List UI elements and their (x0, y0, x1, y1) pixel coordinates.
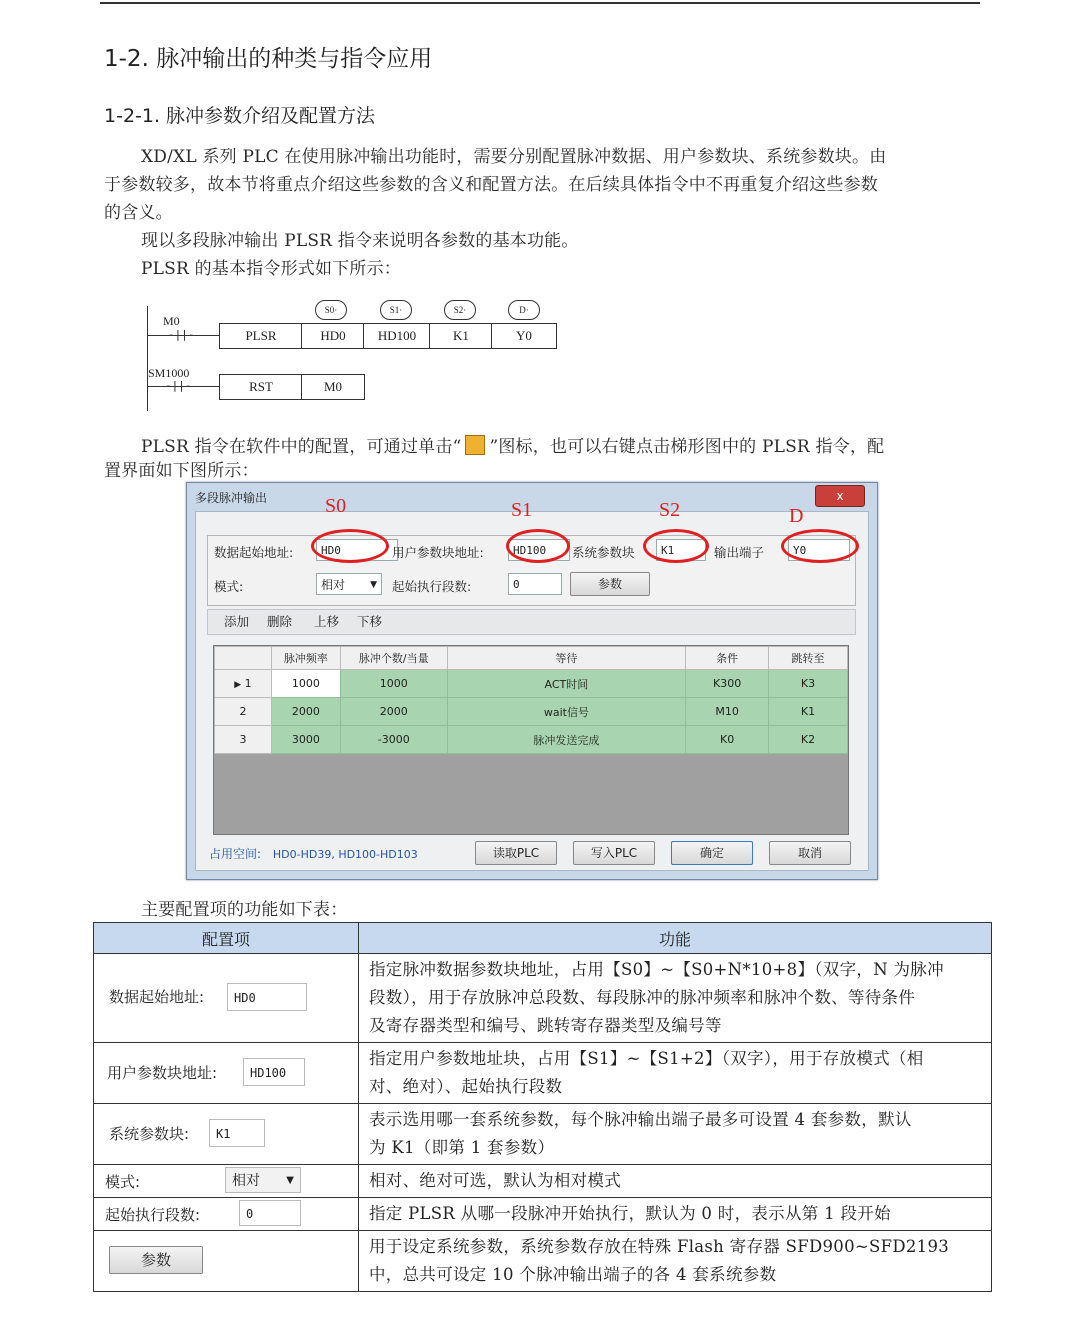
config-cell (94, 1104, 359, 1165)
start-seg-label: 起始执行段数: (392, 579, 472, 594)
function-cell (359, 1043, 992, 1104)
sys-block-label: 系统参数块 (572, 545, 635, 560)
grid-header: 跳转至 (769, 647, 848, 670)
cell-wait[interactable]: ACT时间 (447, 670, 686, 698)
chevron-down-icon: ▼ (370, 580, 377, 590)
subsection-title: 1-2-1. 脉冲参数介绍及配置方法 (104, 105, 376, 127)
cell-jump[interactable]: K1 (769, 698, 848, 726)
table-row (94, 1165, 992, 1198)
close-button[interactable]: x (815, 485, 865, 507)
cell-count[interactable]: -3000 (340, 726, 447, 754)
function-cell (359, 1198, 992, 1231)
grid-header: 等待 (447, 647, 686, 670)
grid-header: 条件 (686, 647, 769, 670)
cell-jump[interactable]: K2 (769, 726, 848, 754)
contact-label-sm1000: SM1000 (148, 366, 190, 380)
table-row (94, 954, 992, 1043)
para3: PLSR 的基本指令形式如下所示： (141, 259, 401, 279)
user-block-input[interactable]: HD100 (508, 539, 570, 561)
para4-text-a: PLSR 指令在软件中的配置，可通过单击“ (141, 437, 462, 457)
table-row (94, 1043, 992, 1104)
grid-header (215, 647, 272, 670)
annotation-s1: S1 (511, 499, 533, 521)
config-cell (94, 1198, 359, 1231)
grid-row[interactable] (215, 698, 848, 726)
cfg-label: 起始执行段数: (105, 1206, 201, 1224)
function-cell (359, 954, 992, 1043)
tag-d: D· (508, 300, 540, 320)
cell-cond[interactable]: K300 (686, 670, 769, 698)
header-function: 功能 (359, 923, 992, 954)
config-cell (94, 1231, 359, 1292)
table-row (94, 1198, 992, 1231)
rung1-wire (147, 335, 219, 336)
cfg-input: HD0 (227, 983, 307, 1011)
top-rule (100, 2, 980, 4)
header-config-item: 配置项 (94, 923, 359, 954)
annotation-circle-s2 (643, 529, 709, 563)
row-index: 3 (239, 733, 247, 746)
chevron-down-icon: ▼ (286, 1175, 294, 1186)
cell-count[interactable]: 2000 (340, 698, 447, 726)
cell-freq[interactable]: 1000 (271, 670, 340, 698)
operand-m0: M0 (301, 374, 365, 400)
func-line: 表示选用哪一套系统参数，每个脉冲输出端子最多可设置 4 套参数，默认 (369, 1110, 912, 1129)
ladder-left-rail (147, 306, 148, 411)
func-line: 相对、绝对可选，默认为相对模式 (369, 1171, 621, 1190)
table-row (94, 1104, 992, 1165)
toolbar-delete[interactable]: 删除 (267, 614, 293, 629)
tag-s0: S0· (315, 300, 347, 320)
cfg-select-value: 相对 (232, 1173, 260, 1189)
annotation-d: D (789, 505, 804, 527)
segment-toolbar (207, 609, 856, 635)
grid-header-row (215, 647, 848, 670)
config-cell (94, 954, 359, 1043)
table-row (94, 1231, 992, 1292)
cfg-input: HD100 (243, 1058, 305, 1086)
mode-select[interactable] (316, 573, 382, 595)
contact-label-m0: M0 (163, 314, 180, 328)
table-intro: 主要配置项的功能如下表： (141, 900, 348, 920)
mode-select-value: 相对 (321, 578, 346, 592)
cell-jump[interactable]: K3 (769, 670, 848, 698)
para1-line2: 于参数较多，故本节将重点介绍这些参数的含义和配置方法。在后续具体指令中不再重复介绍这些参数 (104, 175, 878, 195)
function-cell (359, 1165, 992, 1198)
annotation-circle-s1 (506, 529, 570, 563)
row-index: 1 (244, 677, 252, 690)
cell-wait[interactable]: 脉冲发送完成 (447, 726, 686, 754)
sys-block-input[interactable]: K1 (656, 539, 706, 561)
grid-header: 脉冲个数/当量 (340, 647, 447, 670)
tag-s1: S1· (380, 300, 412, 320)
toolbar-add[interactable]: 添加 (224, 614, 250, 629)
annotation-circle-s0 (311, 529, 389, 563)
para1-line3: 的含义。 (104, 203, 173, 223)
data-addr-input[interactable]: HD0 (316, 539, 398, 561)
cfg-select (225, 1167, 301, 1193)
toolbar-move-down[interactable]: 下移 (357, 614, 383, 629)
func-line: 用于设定系统参数，系统参数存放在特殊 Flash 寄存器 SFD900~SFD2193 (369, 1237, 950, 1256)
cfg-label: 模式: (105, 1173, 141, 1191)
plsr-config-icon[interactable] (465, 435, 485, 455)
grid-row[interactable] (215, 670, 848, 698)
ok-button[interactable]: 确定 (671, 841, 753, 865)
cell-cond[interactable]: K0 (686, 726, 769, 754)
para4-text-b: ”图标，也可以右键点击梯形图中的 PLSR 指令，配 (489, 437, 885, 457)
contact-symbol-2: -||- (165, 379, 192, 392)
data-addr-label: 数据起始地址: (214, 545, 294, 560)
config-table (93, 922, 992, 1292)
func-line: 指定脉冲数据参数块地址，占用【S0】~【S0+N*10+8】（双字，N 为脉冲 (369, 960, 944, 979)
cell-freq[interactable]: 3000 (271, 726, 340, 754)
config-cell (94, 1043, 359, 1104)
cfg-input: 0 (239, 1200, 301, 1226)
para4-line2: 置界面如下图所示： (104, 461, 259, 481)
operand-hd0: HD0 (301, 323, 365, 349)
instr-plsr: PLSR (219, 323, 303, 349)
cancel-button[interactable]: 取消 (769, 841, 851, 865)
row-header[interactable] (215, 698, 272, 726)
cfg-input: K1 (209, 1119, 265, 1147)
rung2-wire (147, 386, 219, 387)
section-title: 1-2. 脉冲输出的种类与指令应用 (104, 46, 433, 72)
cell-wait[interactable]: wait信号 (447, 698, 686, 726)
status-bar (209, 845, 418, 862)
func-line: 及寄存器类型和编号、跳转寄存器类型及编号等 (369, 1016, 722, 1035)
write-plc-button[interactable]: 写入PLC (573, 841, 655, 865)
grid-row[interactable] (215, 726, 848, 754)
func-line: 段数），用于存放脉冲总段数、每段脉冲的脉冲频率和脉冲个数、等待条件 (369, 988, 916, 1007)
operand-k1: K1 (429, 323, 493, 349)
output-input[interactable]: Y0 (788, 539, 850, 561)
func-line: 对、绝对）、起始执行段数 (369, 1077, 563, 1096)
func-line: 指定 PLSR 从哪一段脉冲开始执行，默认为 0 时，表示从第 1 段开始 (369, 1204, 891, 1223)
status-value: HD0-HD39, HD100-HD103 (272, 848, 418, 861)
segment-grid (213, 645, 849, 835)
config-cell (94, 1165, 359, 1198)
cfg-label: 用户参数块地址: (107, 1064, 218, 1082)
operand-y0: Y0 (491, 323, 557, 349)
annotation-s0: S0 (325, 495, 347, 517)
grid-header: 脉冲频率 (271, 647, 340, 670)
toolbar-move-up[interactable]: 上移 (314, 614, 340, 629)
segment-table (214, 646, 848, 754)
param-button[interactable]: 参数 (570, 572, 650, 596)
cfg-param-button: 参数 (109, 1246, 203, 1274)
cell-count[interactable]: 1000 (340, 670, 447, 698)
plsr-dialog (186, 482, 878, 880)
start-seg-input[interactable]: 0 (508, 573, 562, 595)
instr-rst: RST (219, 374, 303, 400)
annotation-circle-d (781, 529, 859, 563)
dialog-title: 多段脉冲输出 (195, 491, 268, 505)
output-label: 输出端子 (714, 545, 765, 560)
user-block-label: 用户参数块地址: (392, 545, 484, 560)
row-index: 2 (239, 705, 247, 718)
current-row-icon: ▶ (234, 680, 242, 690)
status-label: 占用空间: (209, 847, 262, 861)
mode-label: 模式: (214, 579, 244, 594)
cell-freq[interactable]: 2000 (271, 698, 340, 726)
para1-line1: XD/XL 系列 PLC 在使用脉冲输出功能时，需要分别配置脉冲数据、用户参数块、系统参数块。由 (141, 147, 887, 167)
cfg-label: 数据起始地址: (109, 988, 205, 1006)
cfg-label: 系统参数块: (109, 1125, 190, 1143)
function-cell (359, 1231, 992, 1292)
cell-cond[interactable]: M10 (686, 698, 769, 726)
func-line: 为 K1（即第 1 套参数） (369, 1138, 555, 1157)
row-header[interactable] (215, 670, 272, 698)
table-header-row (94, 923, 992, 954)
operand-hd100: HD100 (363, 323, 431, 349)
annotation-s2: S2 (659, 499, 681, 521)
contact-symbol: -||- (168, 328, 195, 341)
row-header[interactable] (215, 726, 272, 754)
tag-s2: S2· (444, 300, 476, 320)
read-plc-button[interactable]: 读取PLC (475, 841, 557, 865)
para2: 现以多段脉冲输出 PLSR 指令来说明各参数的基本功能。 (141, 231, 579, 251)
func-line: 指定用户参数地址块，占用【S1】~【S1+2】（双字），用于存放模式（相 (369, 1049, 924, 1068)
function-cell (359, 1104, 992, 1165)
func-line: 中，总共可设定 10 个脉冲输出端子的各 4 套系统参数 (369, 1265, 777, 1284)
